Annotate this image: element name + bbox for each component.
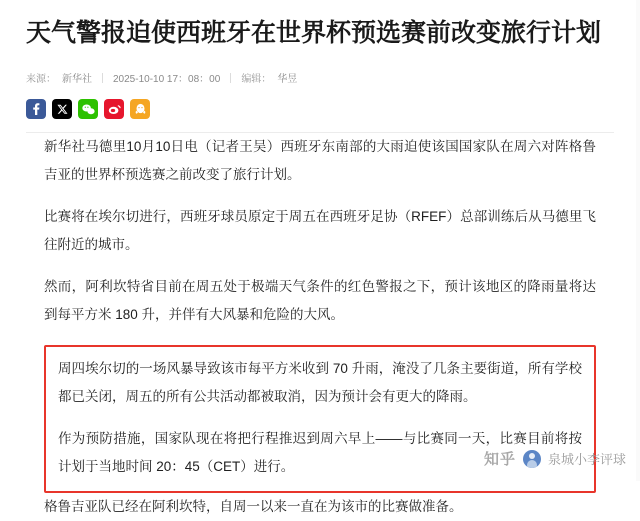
meta-divider [102, 73, 103, 83]
paragraph: 新华社马德里10月10日电（记者王吴）西班牙东南部的大雨迫使该国国家队在周六对阵格鲁吉亚的世界杯预选赛之前改变了旅行计划。 [44, 139, 596, 182]
x-twitter-share-icon[interactable] [52, 99, 72, 119]
editor-value: 华昱 [277, 74, 298, 85]
timestamp: 2025-10-10 17：08：00 [113, 74, 221, 85]
share-bar [26, 99, 614, 119]
qq-share-icon[interactable] [130, 99, 150, 119]
facebook-share-icon[interactable] [26, 99, 46, 119]
source-value[interactable]: 新华社 [62, 74, 92, 85]
avatar [523, 450, 541, 468]
paragraph: 作为预防措施，国家队现在将把行程推迟到周六早上——与比赛同一天，比赛目前将按计划于当地时间 20：45（CET）进行。 [58, 431, 582, 474]
highlighted-section [44, 345, 596, 493]
editor-label: 编辑： [241, 74, 272, 85]
watermark [484, 448, 626, 469]
article-meta [26, 70, 614, 85]
page-title: 天气警报迫使西班牙在世界杯预选赛前改变旅行计划 [26, 19, 602, 47]
meta-divider [230, 73, 231, 83]
paragraph: 格鲁吉亚队已经在阿利坎特，自周一以来一直在为该市的比赛做准备。 [44, 499, 463, 514]
paragraph: 周四埃尔切的一场风暴导致该市每平方米收到 70 升雨，淹没了几条主要街道，所有学校都已关闭，周五的所有公共活动都被取消，因为预计会有更大的降雨。 [58, 361, 582, 404]
weibo-share-icon[interactable] [104, 99, 124, 119]
paragraph: 然而，阿利坎特省目前在周五处于极端天气条件的红色警报之下，预计该地区的降雨量将达到每平方米 180 升，并伴有大风暴和危险的大风。 [44, 279, 596, 322]
watermark-author: 泉城小李评球 [547, 452, 626, 467]
source-label: 来源： [26, 74, 56, 85]
page-edge [636, 0, 640, 481]
wechat-share-icon[interactable] [78, 99, 98, 119]
article-header [0, 0, 640, 133]
paragraph: 比赛将在埃尔切进行，西班牙球员原定于周五在西班牙足协（RFEF）总部训练后从马德里飞往附近的城市。 [44, 209, 596, 252]
zhihu-logo: 知乎 [483, 451, 516, 468]
